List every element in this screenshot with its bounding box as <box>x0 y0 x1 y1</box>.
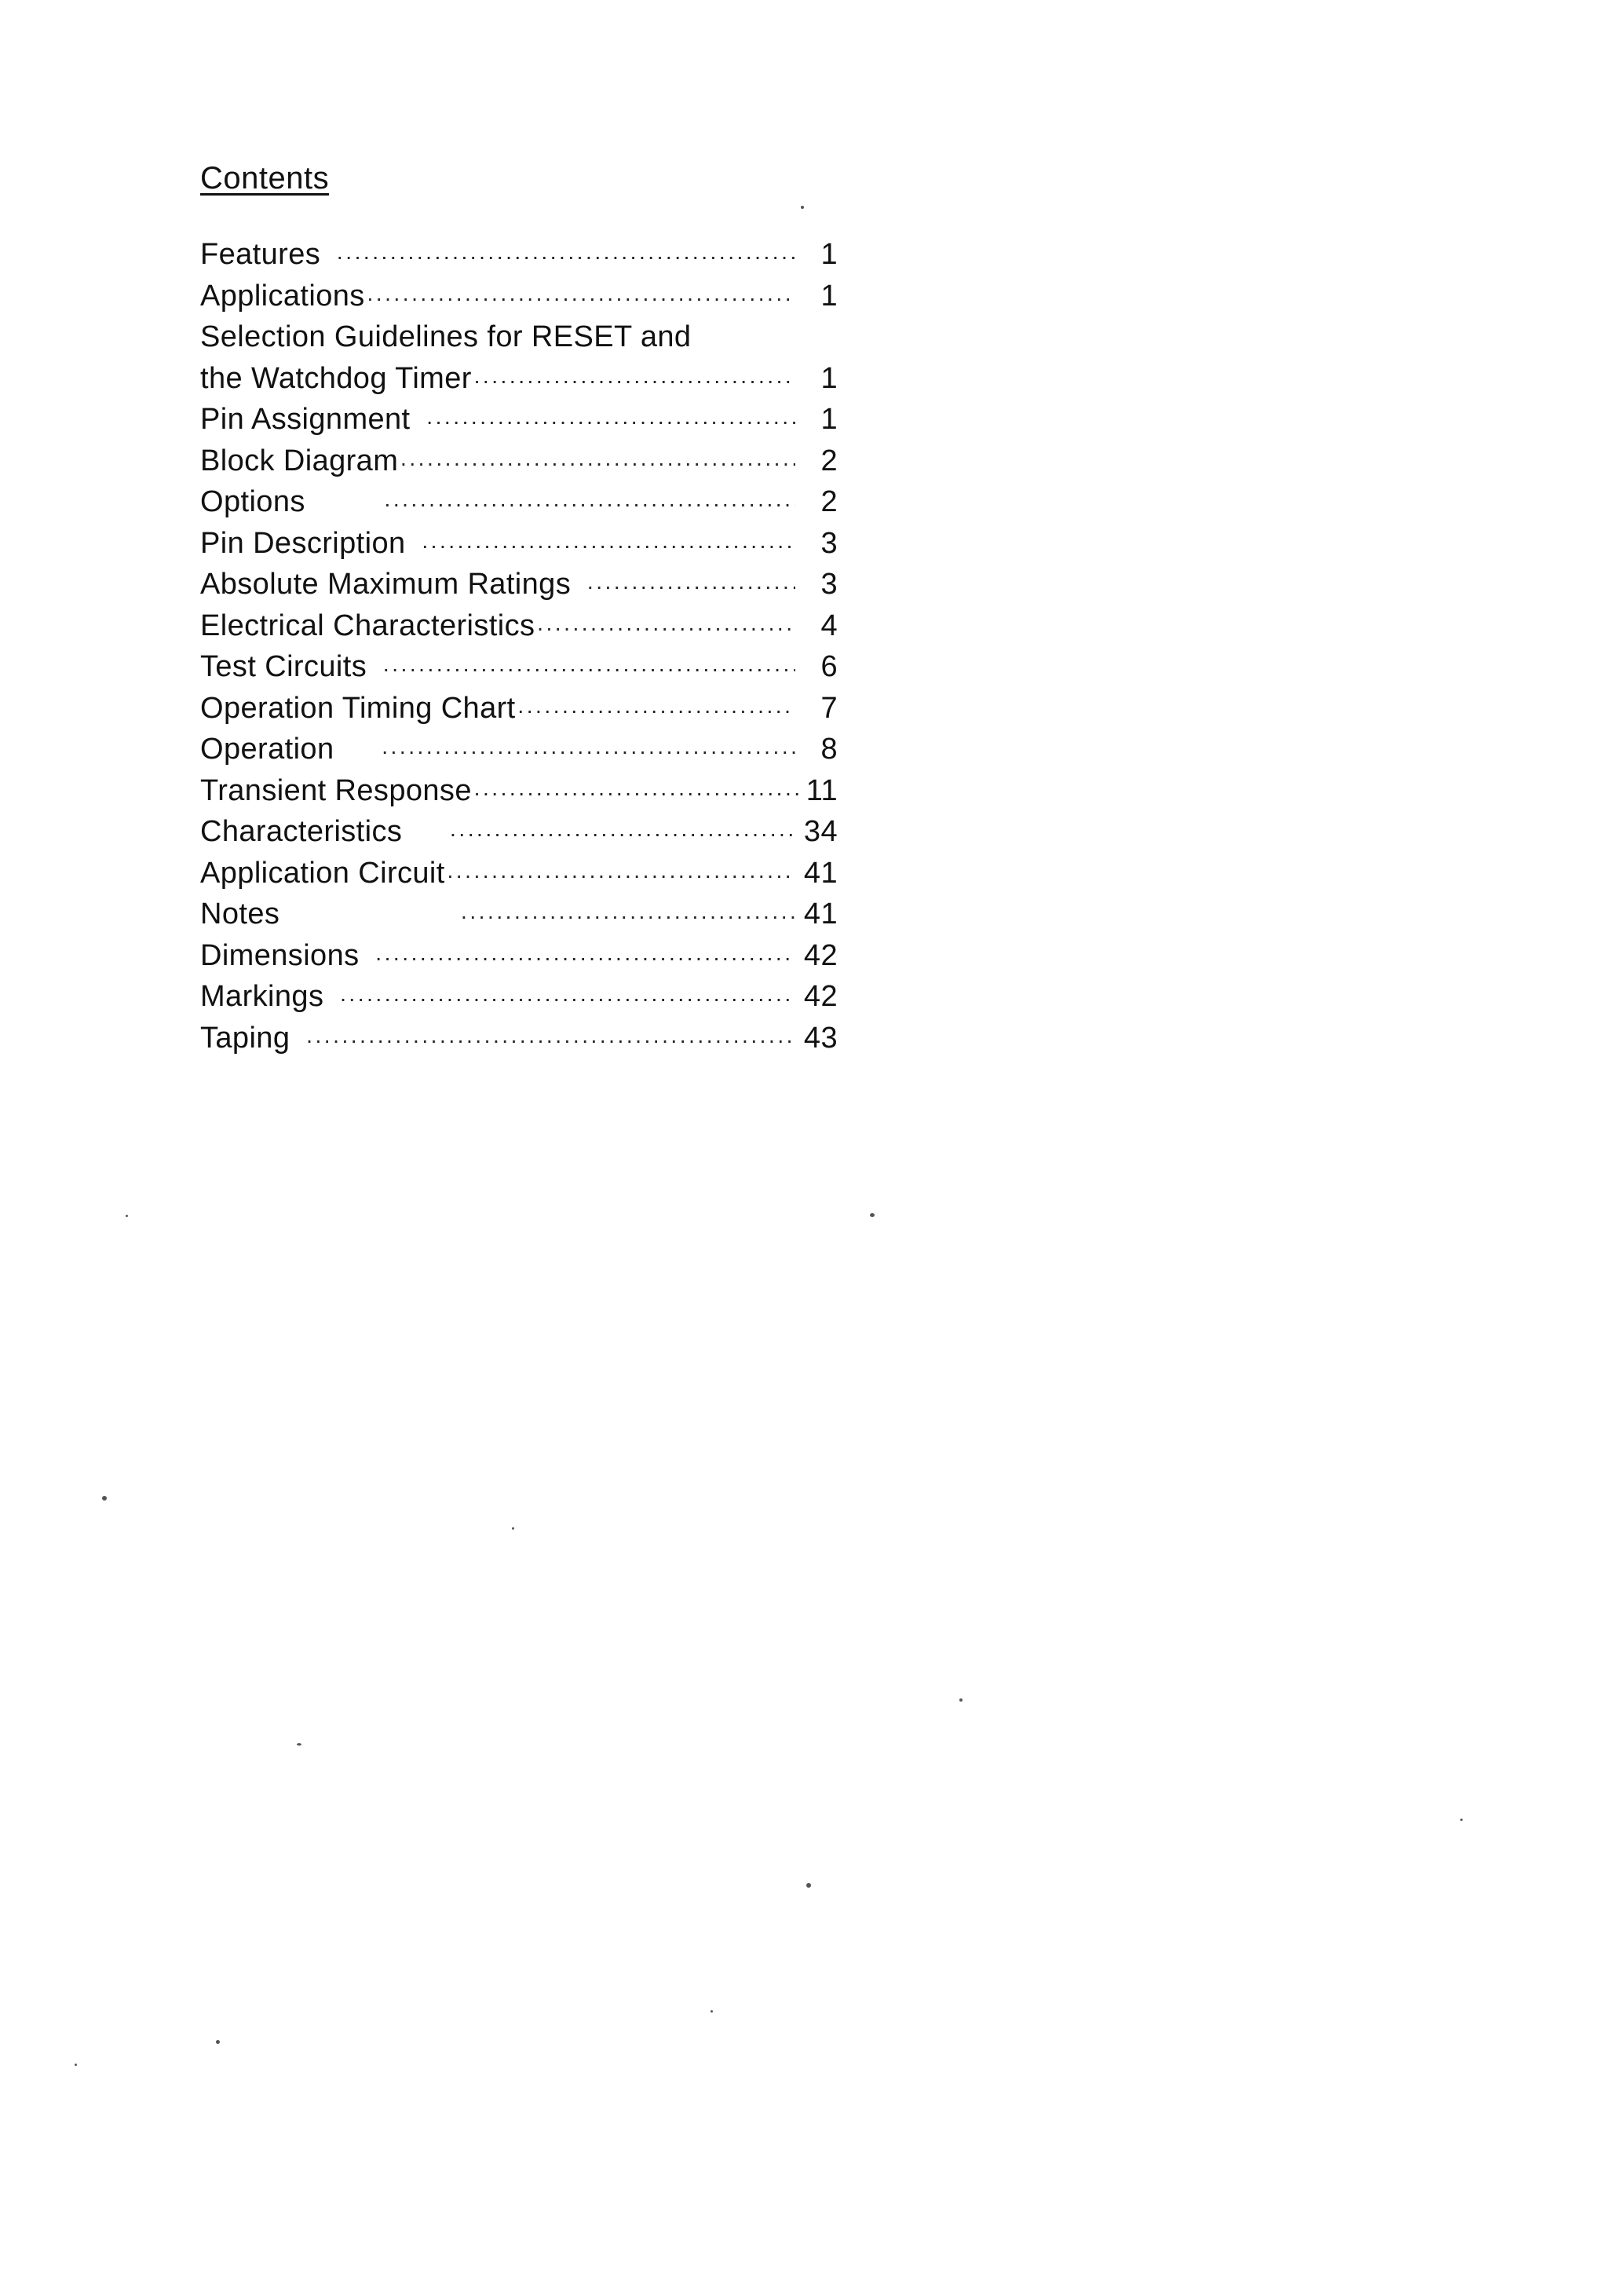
dot-leader <box>339 978 795 1020</box>
toc-entry-page: 3 <box>820 526 838 560</box>
toc-entry-taping[interactable] <box>200 1018 838 1059</box>
scan-speck <box>806 1883 811 1888</box>
toc-entry-test-circuits[interactable] <box>200 646 838 688</box>
toc-entry-page: 43 <box>803 1021 838 1055</box>
dot-leader <box>586 566 795 608</box>
toc-entry-page: 1 <box>820 279 838 313</box>
scan-speck <box>870 1213 875 1217</box>
scan-speck <box>959 1698 963 1702</box>
toc-entry-label: Electrical Characteristics <box>200 609 535 642</box>
dot-leader <box>449 813 795 855</box>
dot-leader <box>422 525 795 567</box>
dot-leader <box>382 649 795 690</box>
toc-entry-label: Operation <box>200 733 334 766</box>
dot-leader <box>367 278 795 320</box>
dot-leader <box>375 938 795 979</box>
toc-entry-label: Absolute Maximum Ratings <box>200 568 572 601</box>
dot-leader <box>536 608 795 649</box>
toc-entry-page: 41 <box>803 898 838 930</box>
toc-entry-label: Application Circuit <box>200 856 445 890</box>
toc-entry-label: Block Diagram <box>200 444 399 477</box>
toc-entry-page: 7 <box>820 691 838 725</box>
dot-leader <box>336 236 795 278</box>
toc-entry-application-circuit[interactable] <box>200 853 838 894</box>
toc-entry-operation[interactable] <box>200 729 838 770</box>
dot-leader <box>426 401 795 443</box>
scan-speck <box>512 1527 514 1530</box>
toc-entry-pin-description[interactable] <box>200 523 838 565</box>
toc-entry-label: Characteristics <box>200 815 403 848</box>
toc-entry-features[interactable] <box>200 234 838 276</box>
scan-speck <box>1460 1819 1463 1821</box>
scan-speck <box>711 2010 713 2013</box>
toc-entry-page: 41 <box>803 856 838 890</box>
toc-entry-selection-guidelines-line2[interactable] <box>200 358 838 400</box>
dot-leader <box>381 731 795 773</box>
toc-entry-page: 42 <box>803 938 838 972</box>
toc-entry-label: Dimensions <box>200 938 360 972</box>
toc-entry-label: Features <box>200 238 321 271</box>
dot-leader <box>517 690 795 732</box>
table-of-contents <box>200 234 838 1058</box>
dot-leader <box>473 773 802 814</box>
scan-speck <box>216 2040 220 2044</box>
toc-entry-label: Applications <box>200 279 365 313</box>
dot-leader <box>305 1020 795 1062</box>
dot-leader <box>447 855 795 897</box>
toc-entry-page: 34 <box>803 815 838 848</box>
toc-entry-label: Test Circuits <box>200 650 367 683</box>
toc-entry-page: 1 <box>820 403 838 436</box>
dot-leader <box>473 360 795 402</box>
toc-entry-dimensions[interactable] <box>200 935 838 977</box>
scan-speck <box>102 1496 107 1501</box>
toc-entry-page: 1 <box>820 238 838 271</box>
toc-entry-page: 42 <box>803 980 838 1013</box>
dot-leader <box>384 484 795 525</box>
scan-speck <box>75 2064 77 2066</box>
toc-entry-page: 1 <box>820 361 838 395</box>
toc-entry-page: 2 <box>820 485 838 518</box>
toc-entry-label: Pin Assignment <box>200 403 411 436</box>
toc-entry-label: Selection Guidelines for RESET and <box>200 320 692 353</box>
toc-entry-page: 11 <box>806 773 838 807</box>
toc-entry-label: the Watchdog Timer <box>200 361 472 395</box>
toc-entry-page: 4 <box>820 609 838 642</box>
toc-entry-label: Markings <box>200 980 324 1013</box>
toc-entry-pin-assignment[interactable] <box>200 399 838 441</box>
toc-entry-block-diagram[interactable] <box>200 441 838 482</box>
toc-entry-absolute-maximum-ratings[interactable] <box>200 564 838 605</box>
toc-entry-operation-timing-chart[interactable] <box>200 688 838 729</box>
page-title: Contents <box>200 161 330 196</box>
toc-entry-selection-guidelines-line1[interactable] <box>200 316 838 358</box>
scan-speck <box>297 1743 301 1746</box>
toc-entry-page: 3 <box>820 568 838 601</box>
scan-speck <box>801 206 804 209</box>
dot-leader <box>400 443 795 484</box>
toc-entry-transient-response[interactable] <box>200 770 838 812</box>
toc-entry-markings[interactable] <box>200 976 838 1018</box>
toc-entry-electrical-characteristics[interactable] <box>200 605 838 647</box>
dot-leader <box>460 896 795 938</box>
toc-entry-label: Operation Timing Chart <box>200 691 516 725</box>
toc-entry-label: Notes <box>200 898 280 930</box>
toc-entry-label: Options <box>200 485 305 518</box>
toc-entry-page: 6 <box>820 650 838 683</box>
toc-entry-page: 8 <box>820 733 838 766</box>
scan-speck <box>126 1215 128 1217</box>
toc-entry-notes[interactable] <box>200 894 838 935</box>
toc-entry-label: Pin Description <box>200 526 406 560</box>
toc-entry-applications[interactable] <box>200 276 838 317</box>
toc-entry-characteristics[interactable] <box>200 811 838 853</box>
toc-entry-options[interactable] <box>200 481 838 523</box>
toc-entry-page: 2 <box>820 444 838 477</box>
toc-entry-label: Taping <box>200 1021 290 1055</box>
toc-entry-label: Transient Response <box>200 773 472 807</box>
